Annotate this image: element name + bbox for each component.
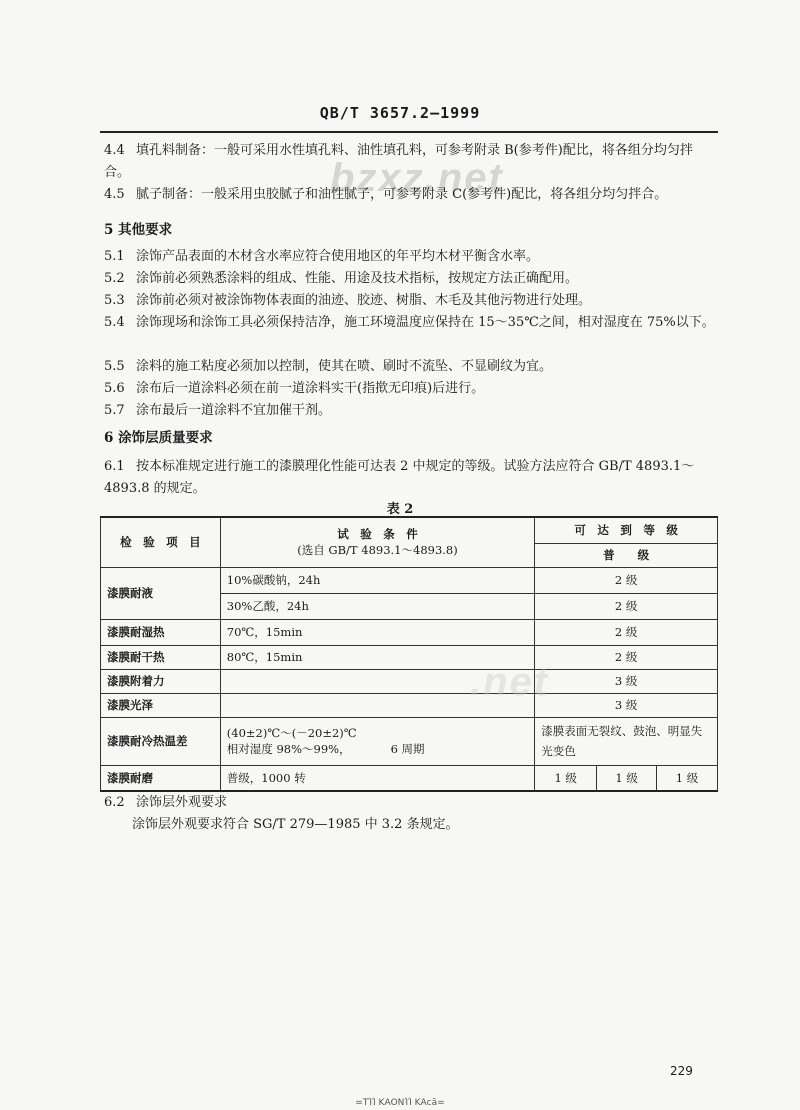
condition-cycles: 6 周期 — [390, 742, 425, 756]
clause-6-2-text: 涂饰层外观要求符合 SG/T 279—1985 中 3.2 条规定。 — [132, 817, 459, 832]
clause-text: 填孔料制备：一般可采用水性填孔料、油性填孔料，可参考附录 B(参考件)配比，将各组分均匀拌合。 — [104, 143, 693, 180]
page-footer: =ΤΊΊ ΚΑΟΝΊΊ ΚΑcā= — [355, 1098, 445, 1108]
clause-5-2 — [104, 268, 718, 290]
clause-5-6 — [104, 378, 718, 400]
row-item: 漆膜耐湿热 — [101, 619, 221, 645]
clause-4-4 — [104, 140, 718, 184]
clause-number: 6.1 — [104, 459, 125, 474]
clause-4-5 — [104, 184, 718, 206]
table-row-cold-heat — [101, 717, 718, 765]
page-header: QB/T 3657.2—1999 — [319, 104, 481, 122]
row-condition: 普级，1000 转 — [220, 765, 534, 791]
clause-text: 涂料的施工粘度必须加以控制，使其在喷、刷时不流坠、不显刷纹为宜。 — [136, 359, 553, 374]
row-condition: 70℃，15min — [220, 619, 534, 645]
table-row — [101, 693, 718, 717]
table-row — [101, 669, 718, 693]
clause-5-3 — [104, 290, 718, 312]
condition-line-1: (40±2)℃～(－20±2)℃ — [226, 726, 357, 740]
condition-humidity: 相对湿度 98%～99%， — [226, 742, 351, 756]
header-rule — [100, 131, 718, 133]
row-grade: 2 级 — [535, 593, 718, 619]
clause-text: 按本标准规定进行施工的漆膜理化性能可达表 2 中规定的等级。试验方法应符合 GB/T 4893.1～4893.8 的规定。 — [104, 459, 695, 496]
section-6-title: 6 涂饰层质量要求 — [104, 430, 213, 446]
condition-line-2 — [227, 741, 528, 757]
section-5-title: 5 其他要求 — [104, 222, 173, 238]
page-number: 229 — [670, 1064, 693, 1078]
clause-number: 6.2 — [104, 795, 125, 810]
clause-text: 涂饰前必须熟悉涂料的组成、性能、用途及技术指标，按规定方法正确配用。 — [136, 271, 579, 286]
clause-6-2 — [104, 792, 718, 814]
row-grade: 1 级 — [597, 765, 657, 791]
clause-title: 涂饰层外观要求 — [136, 795, 228, 810]
header-condition-sub: (选自 GB/T 4893.1～4893.8) — [297, 543, 458, 558]
row-grade: 漆膜表面无裂纹、鼓泡、明显失光变色 — [535, 717, 718, 765]
clause-5-7 — [104, 400, 718, 422]
row-grade: 3 级 — [535, 669, 718, 693]
clause-number: 5.6 — [104, 381, 125, 396]
row-grade: 2 级 — [535, 619, 718, 645]
header-grade: 可 达 到 等 级 — [535, 517, 718, 543]
clause-number: 5.3 — [104, 293, 125, 308]
row-item: 漆膜附着力 — [101, 669, 221, 693]
row-item: 漆膜耐液 — [101, 567, 221, 619]
clause-number: 5.1 — [104, 249, 125, 264]
clause-number: 5.4 — [104, 315, 125, 330]
clause-text: 涂布最后一道涂料不宜加催干剂。 — [136, 403, 332, 418]
row-item: 漆膜耐干热 — [101, 645, 221, 669]
table-2 — [100, 516, 718, 792]
row-condition — [220, 717, 534, 765]
clause-text: 涂饰产品表面的木材含水率应符合使用地区的年平均木材平衡含水率。 — [136, 249, 540, 264]
row-item: 漆膜光泽 — [101, 693, 221, 717]
clause-text: 涂布后一道涂料必须在前一道涂料实干(指揿无印痕)后进行。 — [136, 381, 485, 396]
clause-number: 4.4 — [104, 143, 125, 158]
row-condition: 80℃，15min — [220, 645, 534, 669]
table-row — [101, 619, 718, 645]
table-row — [101, 567, 718, 593]
row-grade: 2 级 — [535, 567, 718, 593]
header-condition — [220, 517, 534, 567]
clause-5-5 — [104, 356, 718, 378]
clause-text: 涂饰前必须对被涂饰物体表面的油迹、胶迹、树脂、木毛及其他污物进行处理。 — [136, 293, 592, 308]
clause-number: 5.5 — [104, 359, 125, 374]
row-grade: 3 级 — [535, 693, 718, 717]
clause-6-1 — [104, 456, 718, 500]
clause-number: 5.7 — [104, 403, 125, 418]
clause-number: 4.5 — [104, 187, 125, 202]
row-grade: 1 级 — [535, 765, 597, 791]
watermark-secondary: .net — [470, 660, 550, 704]
header-item: 检 验 项 目 — [101, 517, 221, 567]
clause-number: 5.2 — [104, 271, 125, 286]
header-condition-title: 试 验 条 件 — [337, 527, 418, 542]
table-caption: 表 2 — [386, 502, 414, 517]
clause-text: 腻子制备：一般采用虫胶腻子和油性腻子，可参考附录 C(参考件)配比，将各组分均匀拌合。 — [136, 187, 668, 202]
row-item: 漆膜耐磨 — [101, 765, 221, 791]
row-condition: 30%乙酸，24h — [220, 593, 534, 619]
clause-5-1 — [104, 246, 718, 268]
row-item: 漆膜耐冷热温差 — [101, 717, 221, 765]
clause-5-4 — [104, 312, 718, 334]
row-grade: 1 级 — [657, 765, 718, 791]
row-condition: 10%碳酸钠，24h — [220, 567, 534, 593]
table-row-wear — [101, 765, 718, 791]
clause-text: 涂饰现场和涂饰工具必须保持洁净，施工环境温度应保持在 15～35℃之间，相对湿度在 75%以下。 — [136, 315, 715, 330]
table-row — [101, 645, 718, 669]
watermark: bzxz.net — [330, 156, 504, 200]
table-header-row — [101, 517, 718, 543]
header-grade-sub: 普 级 — [535, 543, 718, 567]
row-grade: 2 级 — [535, 645, 718, 669]
